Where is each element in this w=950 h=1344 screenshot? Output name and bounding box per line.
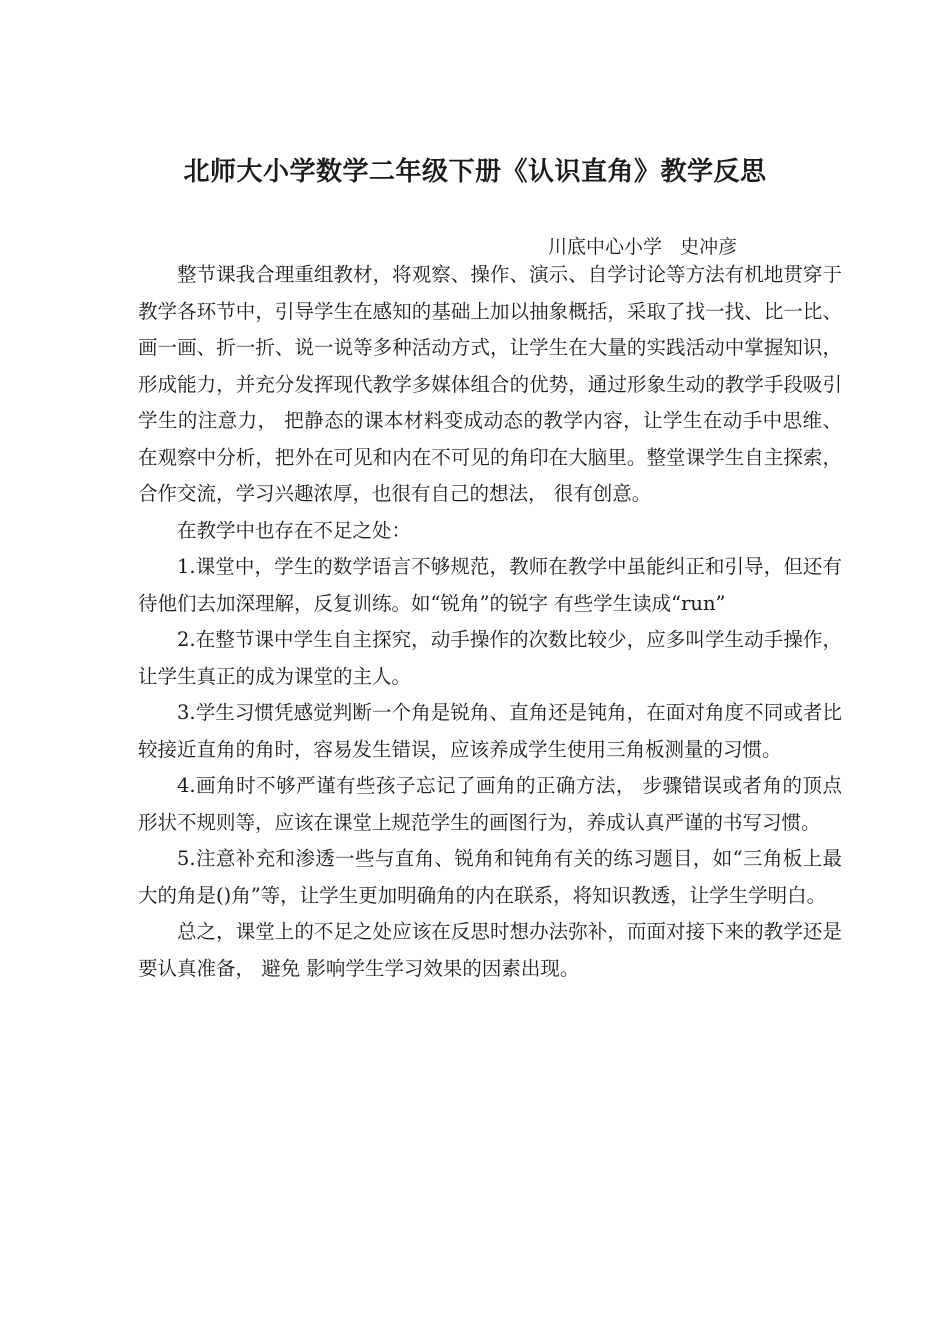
paragraph: 1.课堂中，学生的数学语言不够规范，教师在教学中虽能纠正和引导，但还有待他们去加深理解，反复训练。如“锐角”的锐字 有些学生读成“run” (138, 555, 842, 615)
document-title: 北师大小学数学二年级下册《认识直角》教学反思 (183, 157, 767, 187)
paragraph: 3.学生习惯凭感觉判断一个角是锐角、直角还是钝角，在面对角度不同或者比较接近直角的角时，容易发生错误，应该养成学生使用三角板测量的习惯。 (138, 701, 842, 761)
paragraph: 4.画角时不够严谨有些孩子忘记了画角的正确方法， 步骤错误或者角的顶点形状不规则等，应该在课堂上规范学生的画图行为，养成认真严谨的书写习惯。 (138, 774, 842, 834)
paragraph: 在教学中也存在不足之处： (177, 518, 412, 542)
paragraph: 2.在整节课中学生自主探究，动手操作的次数比较少，应多叫学生动手操作， 让学生真正的成为课堂的主人。 (138, 628, 842, 688)
author-line: 川底中心小学 史冲彦 (548, 236, 738, 258)
paragraph: 总之，课堂上的不足之处应该在反思时想办法弥补，而面对接下来的教学还是要认真准备， 避免 影响学生学习效果的因素出现。 (138, 920, 842, 980)
document-body (138, 257, 842, 987)
paragraph: 整节课我合理重组教材，将观察、操作、演示、自学讨论等方法有机地贯穿于教学各环节中，引导学生在感知的基础上加以抽象概括，采取了找一找、比一比、画一画、折一折、说一说等多种活动方式，让学生在大量的实践活动中掌握知识，形成能力，并充分发挥现代教学多媒体组合的优势，通过形象生动的教学手段吸引学生的注意力， 把静态的课本材料变成动态的教学内容，让学生在动手中思维、在观察中分析，把外在可见和内在不可见的角印在大脑里。整堂课学生自主探索，合作交流，学习兴趣浓厚，也很有自己的想法， 很有创意。 (138, 263, 842, 505)
paragraph: 5.注意补充和渗透一些与直角、锐角和钝角有关的练习题目，如“三角板上最大的角是()角”等，让学生更加明确角的内在联系，将知识教透，让学生学明白。 (138, 847, 842, 907)
